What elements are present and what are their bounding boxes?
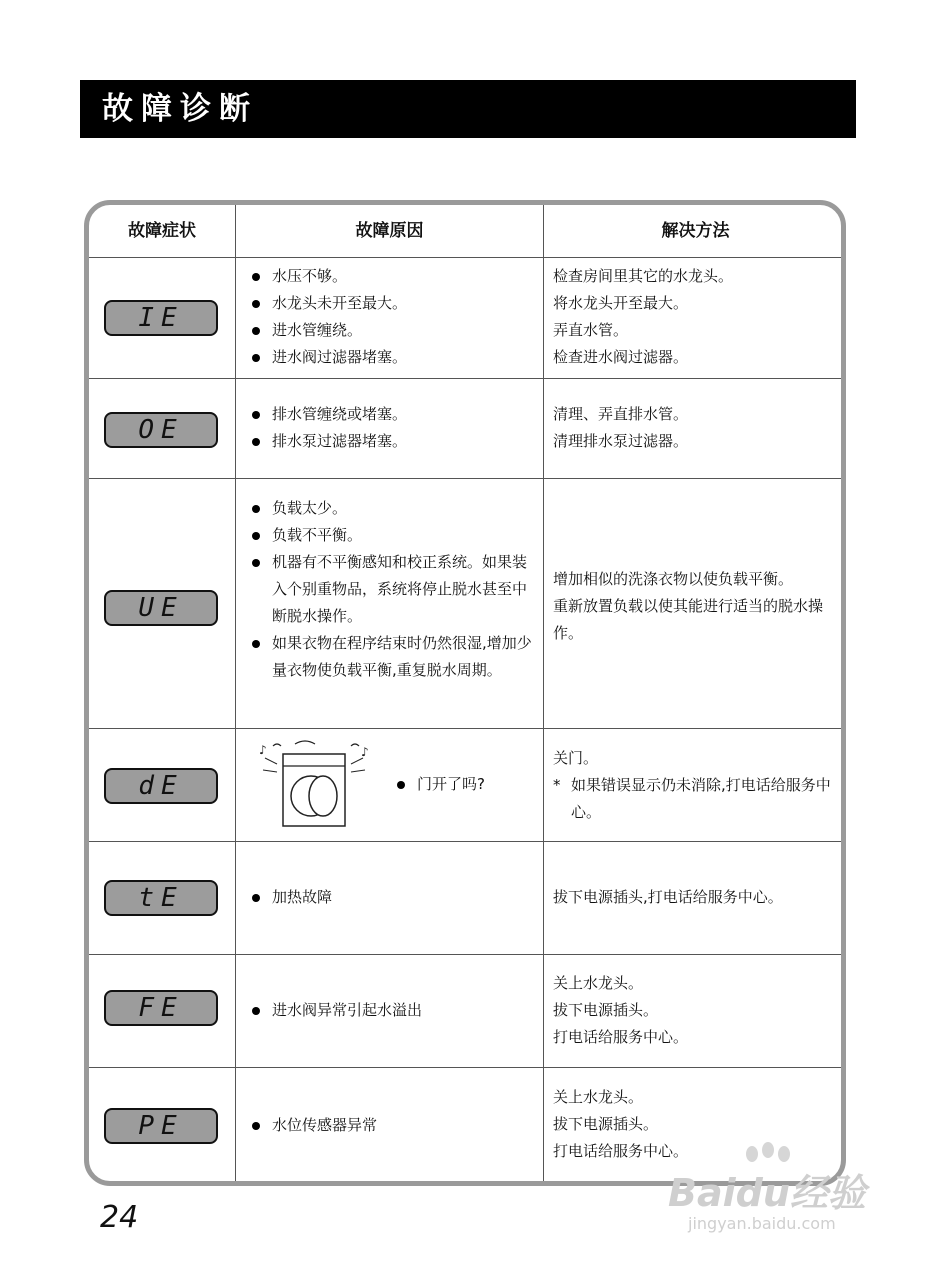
baidu-watermark — [668, 1140, 888, 1240]
solution-line: 检查房间里其它的水龙头。 — [553, 267, 734, 285]
cause-item: 排水泵过滤器堵塞。 — [244, 428, 539, 455]
solution-line: 打电话给服务中心。 — [553, 1142, 689, 1160]
solution-line: 关上水龙头。 — [553, 1088, 644, 1106]
row-divider — [89, 954, 841, 955]
cause-item: 进水管缠绕。 — [244, 317, 539, 344]
solution-line: 将水龙头开至最大。 — [553, 294, 689, 312]
watermark-brand: Baidu经验 — [668, 1171, 866, 1215]
cause-cell — [389, 771, 539, 798]
solution-cell — [553, 263, 843, 371]
solution-line: 打电话给服务中心。 — [553, 1028, 689, 1046]
cause-cell — [244, 1112, 539, 1139]
cause-cell — [244, 401, 539, 455]
error-code-display — [104, 768, 218, 804]
error-code-display — [104, 412, 218, 448]
note-text: 如果错误显示仍未消除,打电话给服务中心。 — [571, 776, 831, 821]
solution-line: 清理、弄直排水管。 — [553, 405, 689, 423]
solution-line: 清理排水泵过滤器。 — [553, 432, 689, 450]
cause-item: 排水管缠绕或堵塞。 — [244, 401, 539, 428]
washing-machine-door-illustration — [255, 740, 375, 832]
row-divider — [89, 257, 841, 258]
cause-item: 门开了吗? — [389, 771, 539, 798]
solution-line: 拔下电源插头,打电话给服务中心。 — [553, 888, 783, 906]
svg-text:♪: ♪ — [361, 745, 369, 759]
cause-cell — [244, 997, 539, 1024]
solution-cell — [553, 745, 841, 826]
error-code: IE — [138, 303, 184, 333]
header-solution: 解决方法 — [661, 221, 730, 241]
cause-item: 负载不平衡。 — [244, 522, 536, 549]
troubleshooting-table — [84, 200, 846, 1186]
cause-cell — [244, 884, 539, 911]
cause-item: 水压不够。 — [244, 263, 539, 290]
row-divider — [89, 728, 841, 729]
solution-line: 关上水龙头。 — [553, 974, 644, 992]
cause-cell — [244, 263, 539, 371]
error-code: PE — [138, 1111, 184, 1141]
solution-line: 拔下电源插头。 — [553, 1001, 659, 1019]
solution-cell — [553, 401, 843, 455]
cause-item: 加热故障 — [244, 884, 539, 911]
solution-cell — [553, 970, 843, 1051]
error-code: OE — [138, 415, 184, 445]
page-number: 24 — [100, 1200, 139, 1235]
solution-cell — [553, 884, 843, 911]
row-divider — [89, 841, 841, 842]
row-divider — [89, 378, 841, 379]
row-divider — [89, 478, 841, 479]
solution-line: 重新放置负载以使其能进行适当的脱水操作。 — [553, 597, 824, 642]
solution-line: 拔下电源插头。 — [553, 1115, 659, 1133]
watermark-url: jingyan.baidu.com — [688, 1214, 836, 1233]
error-code: tE — [138, 883, 184, 913]
cause-item: 进水阀过滤器堵塞。 — [244, 344, 539, 371]
cause-item: 水位传感器异常 — [244, 1112, 539, 1139]
solution-line: 检查进水阀过滤器。 — [553, 348, 689, 366]
solution-line: 增加相似的洗涤衣物以使负载平衡。 — [553, 570, 794, 588]
error-code-display — [104, 300, 218, 336]
solution-cell — [553, 566, 843, 647]
column-divider — [543, 205, 544, 1181]
cause-item: 负载太少。 — [244, 495, 536, 522]
header-cause: 故障原因 — [355, 221, 424, 241]
error-code: FE — [138, 993, 184, 1023]
solution-note — [553, 772, 841, 826]
error-code-display — [104, 590, 218, 626]
cause-item: 机器有不平衡感知和校正系统。如果装入个别重物品，系统将停止脱水甚至中断脱水操作。 — [244, 549, 536, 630]
cause-cell — [244, 495, 536, 684]
cause-item: 进水阀异常引起水溢出 — [244, 997, 539, 1024]
error-code: UE — [138, 593, 184, 623]
header-symptom: 故障症状 — [128, 221, 196, 241]
asterisk-icon: * — [553, 776, 561, 794]
error-code-display — [104, 990, 218, 1026]
error-code-display — [104, 880, 218, 916]
error-code: dE — [138, 771, 184, 801]
solution-line: 关门。 — [553, 749, 599, 767]
svg-text:♪: ♪ — [259, 743, 267, 757]
cause-item: 如果衣物在程序结束时仍然很湿,增加少量衣物使负载平衡,重复脱水周期。 — [244, 630, 536, 684]
page-title: 故障诊断 — [80, 80, 856, 138]
column-divider — [235, 205, 236, 1181]
cause-item: 水龙头未开至最大。 — [244, 290, 539, 317]
row-divider — [89, 1067, 841, 1068]
solution-line: 弄直水管。 — [553, 321, 629, 339]
error-code-display — [104, 1108, 218, 1144]
